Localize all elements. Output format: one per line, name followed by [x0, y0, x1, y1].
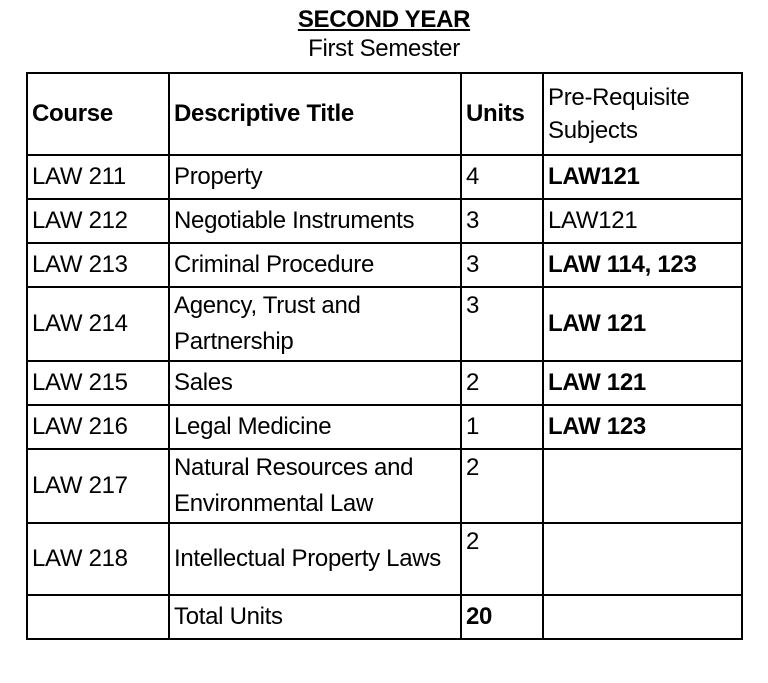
- course-prereq: LAW121: [543, 199, 742, 243]
- course-code: LAW 217: [27, 449, 169, 523]
- table-row: [27, 523, 742, 595]
- total-row: [27, 595, 742, 639]
- course-code: LAW 211: [27, 155, 169, 199]
- course-units: 4: [461, 155, 543, 199]
- course-units: 3: [461, 199, 543, 243]
- column-header-title: Descriptive Title: [169, 73, 461, 155]
- table-header-row: [27, 73, 742, 155]
- course-title: Legal Medicine: [169, 405, 461, 449]
- course-prereq: LAW 121: [543, 361, 742, 405]
- semester-subtitle: First Semester: [308, 35, 460, 62]
- curriculum-table: [26, 72, 743, 640]
- course-title: Criminal Procedure: [169, 243, 461, 287]
- table-row: [27, 243, 742, 287]
- course-title: Agency, Trust and Partnership: [169, 287, 461, 361]
- table-row: [27, 287, 742, 361]
- course-title: Property: [169, 155, 461, 199]
- course-code: LAW 215: [27, 361, 169, 405]
- table-row: [27, 361, 742, 405]
- course-title: Sales: [169, 361, 461, 405]
- page-title: SECOND YEAR: [297, 6, 471, 33]
- table-row: [27, 199, 742, 243]
- column-header-course: Course: [27, 73, 169, 155]
- course-units: 1: [461, 405, 543, 449]
- course-prereq: LAW 121: [543, 287, 742, 361]
- course-code: LAW 218: [27, 523, 169, 595]
- table-row: [27, 449, 742, 523]
- course-code: LAW 212: [27, 199, 169, 243]
- course-code: LAW 214: [27, 287, 169, 361]
- course-prereq: [543, 449, 742, 523]
- course-units: 2: [461, 361, 543, 405]
- course-code: LAW 213: [27, 243, 169, 287]
- course-code: LAW 216: [27, 405, 169, 449]
- table-row: [27, 405, 742, 449]
- course-units: 2: [461, 449, 543, 523]
- course-title: Intellectual Property Laws: [169, 523, 461, 595]
- total-prereq-empty: [543, 595, 742, 639]
- total-value: 20: [461, 595, 543, 639]
- course-prereq: [543, 523, 742, 595]
- course-title: Negotiable Instruments: [169, 199, 461, 243]
- course-units: 3: [461, 287, 543, 361]
- total-empty-cell: [27, 595, 169, 639]
- course-title: Natural Resources and Environmental Law: [169, 449, 461, 523]
- column-header-prereq: Pre-Requisite Subjects: [543, 73, 742, 155]
- course-prereq: LAW121: [543, 155, 742, 199]
- course-prereq: LAW 123: [543, 405, 742, 449]
- course-units: 3: [461, 243, 543, 287]
- total-label: Total Units: [169, 595, 461, 639]
- course-units: 2: [461, 523, 543, 595]
- column-header-units: Units: [461, 73, 543, 155]
- course-prereq: LAW 114, 123: [543, 243, 742, 287]
- table-row: [27, 155, 742, 199]
